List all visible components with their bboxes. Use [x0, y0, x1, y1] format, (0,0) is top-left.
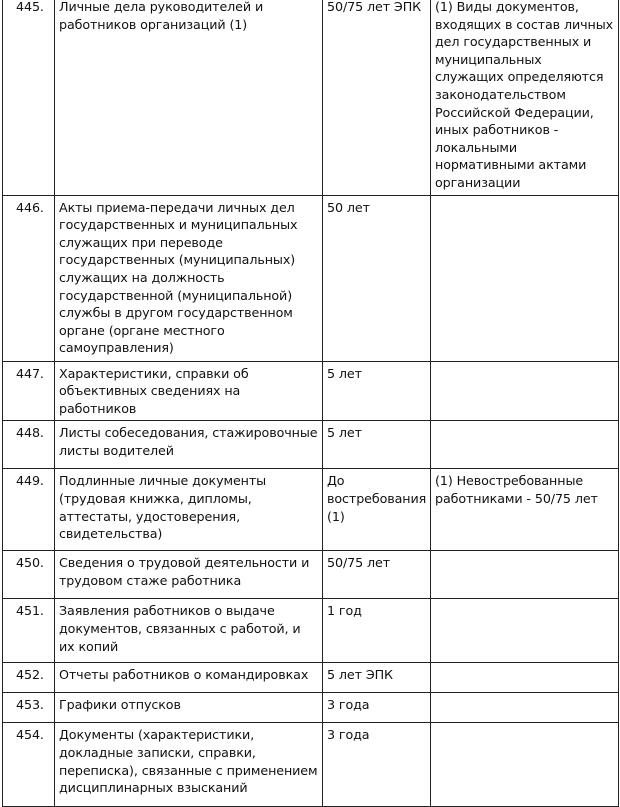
retention-term: 3 года: [323, 723, 431, 807]
note: [431, 723, 619, 807]
row-number: 453.: [3, 693, 55, 723]
row-number: 452.: [3, 663, 55, 693]
table-row: [3, 195, 619, 361]
note: [431, 599, 619, 663]
table-row: [3, 599, 619, 663]
row-number: 449.: [3, 469, 55, 551]
table-row: [3, 469, 619, 551]
row-number: 447.: [3, 361, 55, 421]
document-title: Акты приема-передачи личных дел государственных и муниципальных служащих при переводе государственных (муниципальных) служащих на должность государственной (муниципальной) службы в другом государственном органе (органе местного самоуправления): [55, 195, 323, 361]
document-title: Сведения о трудовой деятельности и трудовом стаже работника: [55, 551, 323, 599]
row-number: 451.: [3, 599, 55, 663]
document-title: Характеристики, справки об объективных сведениях на работников: [55, 361, 323, 421]
retention-term: 1 год: [323, 599, 431, 663]
note: [431, 663, 619, 693]
note: (1) Виды документов, входящих в состав личных дел государственных и муниципальных служащих определяются законодательством Российской Федерации, иных работников - локальными нормативными актами организации: [431, 0, 619, 195]
table-row: [3, 663, 619, 693]
table-row: [3, 723, 619, 807]
row-number: 445.: [3, 0, 55, 195]
table-row: [3, 693, 619, 723]
document-title: Заявления работников о выдаче документов, связанных с работой, и их копий: [55, 599, 323, 663]
retention-term: 50 лет: [323, 195, 431, 361]
row-number: 454.: [3, 723, 55, 807]
note: [431, 195, 619, 361]
table-row: [3, 421, 619, 469]
document-title: Личные дела руководителей и работников организаций (1): [55, 0, 323, 195]
table-row: [3, 0, 619, 195]
retention-term: 50/75 лет ЭПК: [323, 0, 431, 195]
table-row: [3, 361, 619, 421]
note: [431, 361, 619, 421]
retention-term: 5 лет: [323, 361, 431, 421]
retention-term: 5 лет ЭПК: [323, 663, 431, 693]
row-number: 446.: [3, 195, 55, 361]
retention-term: 3 года: [323, 693, 431, 723]
retention-term: До востребования (1): [323, 469, 431, 551]
document-title: Графики отпусков: [55, 693, 323, 723]
document-title: Документы (характеристики, докладные записки, справки, переписка), связанные с применением дисциплинарных взысканий: [55, 723, 323, 807]
note: (1) Невостребованные работниками - 50/75 лет: [431, 469, 619, 551]
retention-term: 5 лет: [323, 421, 431, 469]
row-number: 448.: [3, 421, 55, 469]
records-table: [2, 0, 619, 807]
note: [431, 693, 619, 723]
document-title: Подлинные личные документы (трудовая книжка, дипломы, аттестаты, удостоверения, свидетельства): [55, 469, 323, 551]
retention-term: 50/75 лет: [323, 551, 431, 599]
note: [431, 551, 619, 599]
document-title: Отчеты работников о командировках: [55, 663, 323, 693]
note: [431, 421, 619, 469]
document-title: Листы собеседования, стажировочные листы водителей: [55, 421, 323, 469]
row-number: 450.: [3, 551, 55, 599]
table-row: [3, 551, 619, 599]
